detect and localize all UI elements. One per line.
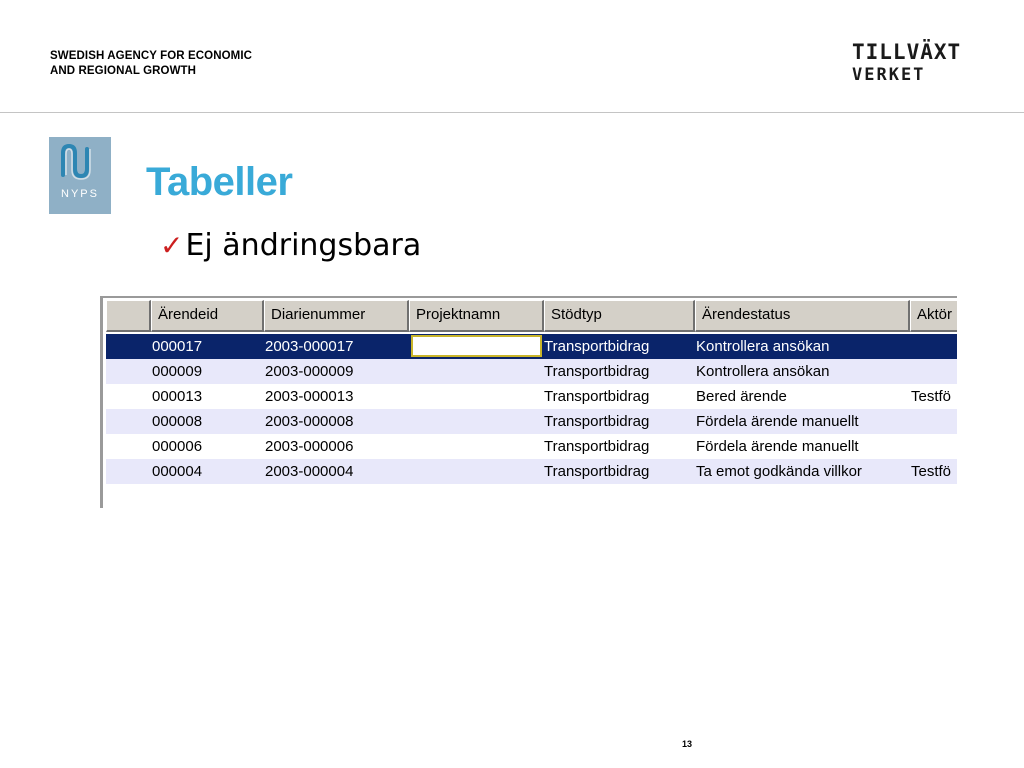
page-number: 13 (682, 739, 693, 749)
cell-stodtyp[interactable]: Transportbidrag (544, 363, 650, 380)
cell-aktor[interactable]: Testfö (911, 388, 952, 405)
cell-diarienummer[interactable]: 2003-000017 (265, 338, 354, 355)
cell-diarienummer[interactable]: 2003-000004 (265, 463, 354, 480)
slide-title: Tabeller (146, 160, 293, 204)
cell-aktor[interactable]: Testfö (911, 463, 952, 480)
cell-arendeid[interactable]: 000013 (152, 388, 203, 405)
table-row[interactable] (106, 334, 957, 359)
bullet-text: Ej ändringsbara (185, 228, 422, 263)
agency-name-line1: SWEDISH AGENCY FOR ECONOMIC (50, 50, 253, 62)
column-header-aktor[interactable]: Aktör (910, 300, 957, 332)
data-table[interactable] (100, 296, 957, 508)
cell-arendeid[interactable]: 000008 (152, 413, 203, 430)
row-header-corner[interactable] (106, 300, 151, 332)
bullet-item (160, 228, 421, 263)
logo-line2: VERKET (852, 65, 926, 85)
header-divider (0, 112, 1024, 113)
cell-diarienummer[interactable]: 2003-000006 (265, 438, 354, 455)
cell-diarienummer[interactable]: 2003-000009 (265, 363, 354, 380)
tillvaxtverket-logo (852, 38, 980, 90)
cell-arendestatus[interactable]: Kontrollera ansökan (696, 338, 830, 355)
cell-stodtyp[interactable]: Transportbidrag (544, 463, 650, 480)
cell-projektnamn-editor[interactable] (411, 335, 542, 357)
nyps-mark-icon (49, 137, 111, 187)
cell-arendeid[interactable]: 000017 (152, 338, 203, 355)
cell-arendeid[interactable]: 000006 (152, 438, 203, 455)
table-row[interactable] (106, 384, 957, 409)
cell-arendestatus[interactable]: Fördela ärende manuellt (696, 438, 859, 455)
cell-diarienummer[interactable]: 2003-000013 (265, 388, 354, 405)
table-row[interactable] (106, 434, 957, 459)
cell-stodtyp[interactable]: Transportbidrag (544, 388, 650, 405)
cell-arendestatus[interactable]: Bered ärende (696, 388, 787, 405)
nyps-logo (49, 137, 111, 214)
cell-arendeid[interactable]: 000009 (152, 363, 203, 380)
cell-stodtyp[interactable]: Transportbidrag (544, 438, 650, 455)
logo-line1: TILLVÄXT (852, 40, 962, 64)
check-icon: ✓ (160, 229, 184, 262)
cell-stodtyp[interactable]: Transportbidrag (544, 413, 650, 430)
column-header-arendeid[interactable]: Ärendeid (151, 300, 264, 332)
cell-stodtyp[interactable]: Transportbidrag (544, 338, 650, 355)
column-header-arendestatus[interactable]: Ärendestatus (695, 300, 910, 332)
table-row[interactable] (106, 459, 957, 484)
table-row[interactable] (106, 409, 957, 434)
table-row[interactable] (106, 359, 957, 384)
cell-arendestatus[interactable]: Ta emot godkända villkor (696, 463, 862, 480)
cell-arendestatus[interactable]: Kontrollera ansökan (696, 363, 830, 380)
cell-arendestatus[interactable]: Fördela ärende manuellt (696, 413, 859, 430)
agency-name (50, 49, 252, 79)
column-header-projektnamn[interactable]: Projektnamn (409, 300, 544, 332)
cell-diarienummer[interactable]: 2003-000008 (265, 413, 354, 430)
cell-arendeid[interactable]: 000004 (152, 463, 203, 480)
nyps-label: NYPS (61, 188, 99, 200)
column-header-diarienummer[interactable]: Diarienummer (264, 300, 409, 332)
column-header-stodtyp[interactable]: Stödtyp (544, 300, 695, 332)
agency-name-line2: AND REGIONAL GROWTH (50, 65, 197, 77)
